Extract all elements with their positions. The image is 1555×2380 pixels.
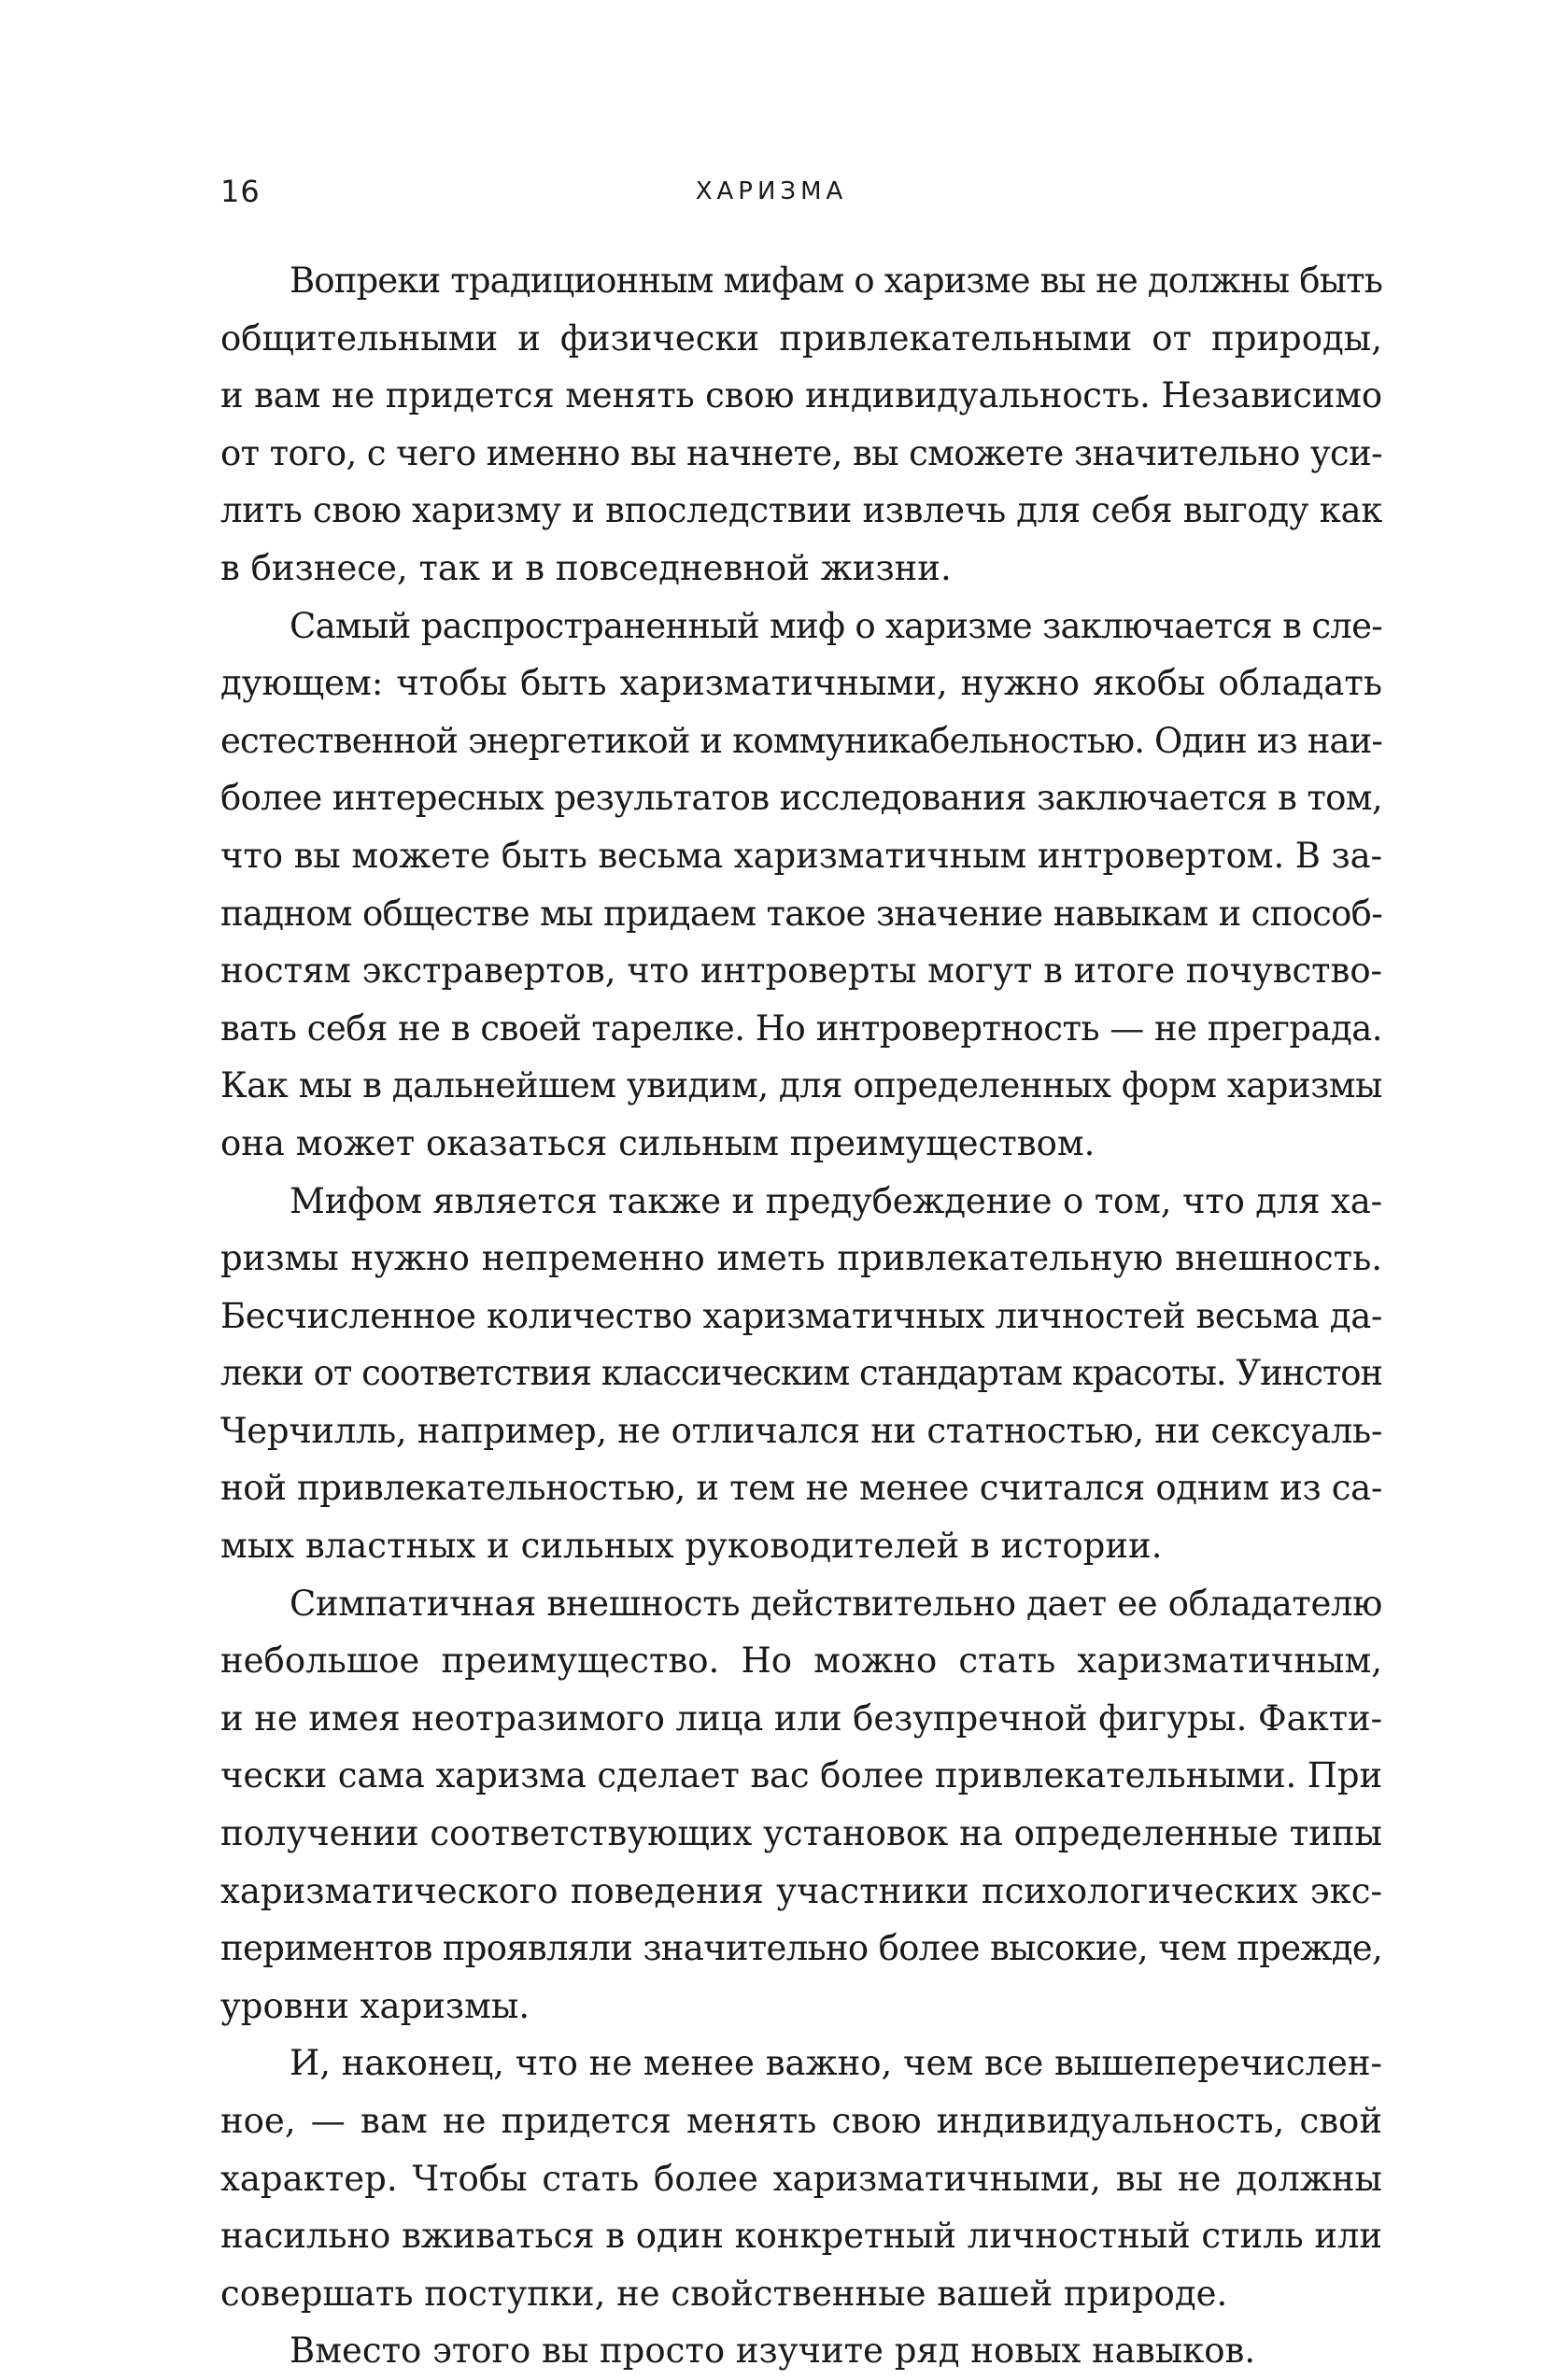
text-line: падном обществе мы придаем такое значение навыкам и способ- [220,893,1382,934]
text-line: в бизнесе, так и в повседневной жизни. [220,547,952,588]
text-line: что вы можете быть весьма харизматичным интровертом. В за- [220,835,1382,876]
text-line: она может оказаться сильным преимуществом. [220,1122,1096,1163]
paragraph-4 [220,1575,1382,2035]
text-line: дующем: чтобы быть харизматичными, нужно якобы обладать [220,663,1382,704]
paragraph-5 [220,2035,1382,2322]
text-line: естественной энергетикой и коммуникабельностью. Один из наи- [220,720,1382,761]
running-head [220,168,1322,224]
text-line: уровни харизмы. [220,1985,530,2026]
text-line: общительными и физически привлекательными от природы, [220,317,1382,359]
text-line: ное, — вам не придется менять свою индивидуальность, свой [220,2101,1382,2141]
paragraph-2 [220,598,1382,1173]
text-line: мых властных и сильных руководителей в истории. [220,1526,1163,1567]
text-line: ной привлекательностью, и тем не менее считался одним из са- [220,1468,1382,1509]
text-line: Черчилль, например, не отличался ни статностью, ни сексуаль- [220,1410,1382,1451]
text-line: чески сама харизма сделает вас более привлекательными. При [220,1755,1382,1796]
text-line: вать себя не в своей тарелке. Но интровертность — не преграда. [220,1007,1382,1049]
text-line: от того, с чего именно вы начнете, вы сможете значительно уси- [220,432,1382,473]
text-line: леки от соответствия классическим стандартам красоты. Уинстон [220,1353,1382,1394]
text-line: и не имея неотразимого лица или безупречной фигуры. Факти- [220,1697,1382,1739]
text-line: харизматического поведения участники психологических экс- [220,1870,1382,1911]
text-line: Симпатичная внешность действительно дает ее обладателю [290,1583,1382,1624]
text-line: более интересных результатов исследования заключается в том, [220,778,1382,819]
text-line: Как мы в дальнейшем увидим, для определенных форм харизмы [220,1065,1382,1106]
paragraph-1 [220,252,1382,598]
body-text [220,252,1382,2380]
text-line: Мифом является также и предубеждение о том, что для ха- [290,1180,1382,1221]
text-line: ностям экстравертов, что интроверты могут в итоге почувство- [220,951,1382,992]
text-line: ризмы нужно непременно иметь привлекательную внешность. [220,1238,1382,1279]
text-line: Вопреки традиционным мифам о харизме вы не должны быть [290,261,1382,301]
paragraph-6 [220,2322,1382,2380]
text-line: и вам не придется менять свою индивидуальность. Независимо [220,375,1382,416]
text-line: насильно вживаться в один конкретный личностный стиль или [220,2216,1382,2257]
text-line: совершать поступки, не свойственные вашей природе. [220,2273,1228,2314]
text-line: характер. Чтобы стать более харизматичными, вы не должны [220,2158,1382,2199]
text-line: Бесчисленное количество харизматичных личностей весьма да- [220,1295,1382,1336]
text-line: небольшое преимущество. Но можно стать харизматичным, [220,1641,1382,1682]
text-line: Вместо этого вы просто изучите ряд новых навыков. [290,2331,1256,2372]
text-line: лить свою харизму и впоследствии извлечь для себя выгоду как [220,490,1382,531]
text-line: И, наконец, что не менее важно, чем все вышеперечислен- [290,2043,1382,2084]
paragraph-3 [220,1173,1382,1575]
running-title: ХАРИЗМА [695,177,848,205]
page-number: 16 [220,174,261,209]
text-line: Самый распространенный миф о харизме заключается в сле- [290,605,1382,646]
text-line: периментов проявляли значительно более высокие, чем прежде, [220,1928,1382,1969]
text-line: получении соответствующих установок на определенные типы [220,1813,1382,1854]
